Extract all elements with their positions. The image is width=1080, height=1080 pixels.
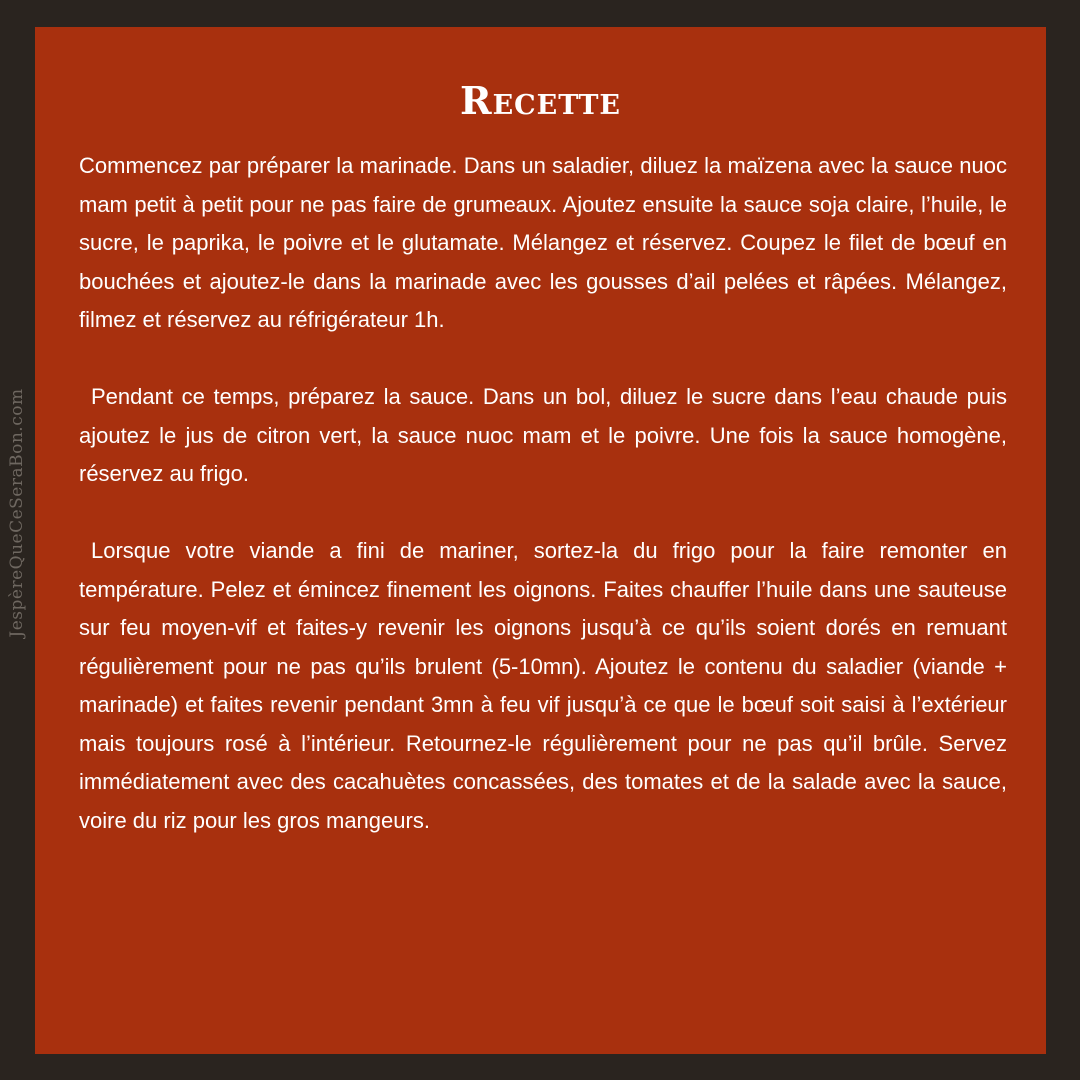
watermark — [0, 0, 34, 1080]
recipe-panel — [35, 27, 1046, 1054]
watermark-text: JespèreQueCeSeraBon.com — [7, 388, 27, 638]
recipe-paragraph-marinade: Commencez par préparer la marinade. Dans un saladier, diluez la maïzena avec la sauce nuoc mam petit à petit pour ne pas faire de grumeaux. Ajoutez ensuite la sauce soja claire, l’huile, le sucre, le paprika, le poivre et le glutamate. Mélangez et réservez. Coupez le filet de bœuf en bouchées et ajoutez-le dans la marinade avec les gousses d’ail pelées et râpées. Mélangez, filmez et réservez au réfrigérateur 1h. — [79, 153, 1007, 332]
recipe-body — [79, 147, 1007, 879]
recipe-paragraph-cooking: Lorsque votre viande a fini de mariner, sortez-la du frigo pour la faire remonter en température. Pelez et émincez finement les oignons. Faites chauffer l’huile dans une sauteuse sur feu moyen-vif et faites-y revenir les oignons jusqu’à ce qu’ils soient dorés en remuant régulièrement pour ne pas qu’ils brulent (5-10mn). Ajoutez le contenu du saladier (viande + marinade) et faites revenir pendant 3mn à feu vif jusqu’à ce que le bœuf soit saisi à l’extérieur mais toujours rosé à l’intérieur. Retournez-le régulièrement pour ne pas qu’il brûle. Servez immédiatement avec des cacahuètes concassées, des tomates et de la salade avec la sauce, voire du riz pour les gros mangeurs. — [79, 538, 1007, 833]
recipe-paragraph-sauce: Pendant ce temps, préparez la sauce. Dans un bol, diluez le sucre dans l’eau chaude puis ajoutez le jus de citron vert, la sauce nuoc mam et le poivre. Une fois la sauce homogène, réservez au frigo. — [79, 384, 1007, 486]
recipe-title: Recette — [459, 78, 622, 123]
